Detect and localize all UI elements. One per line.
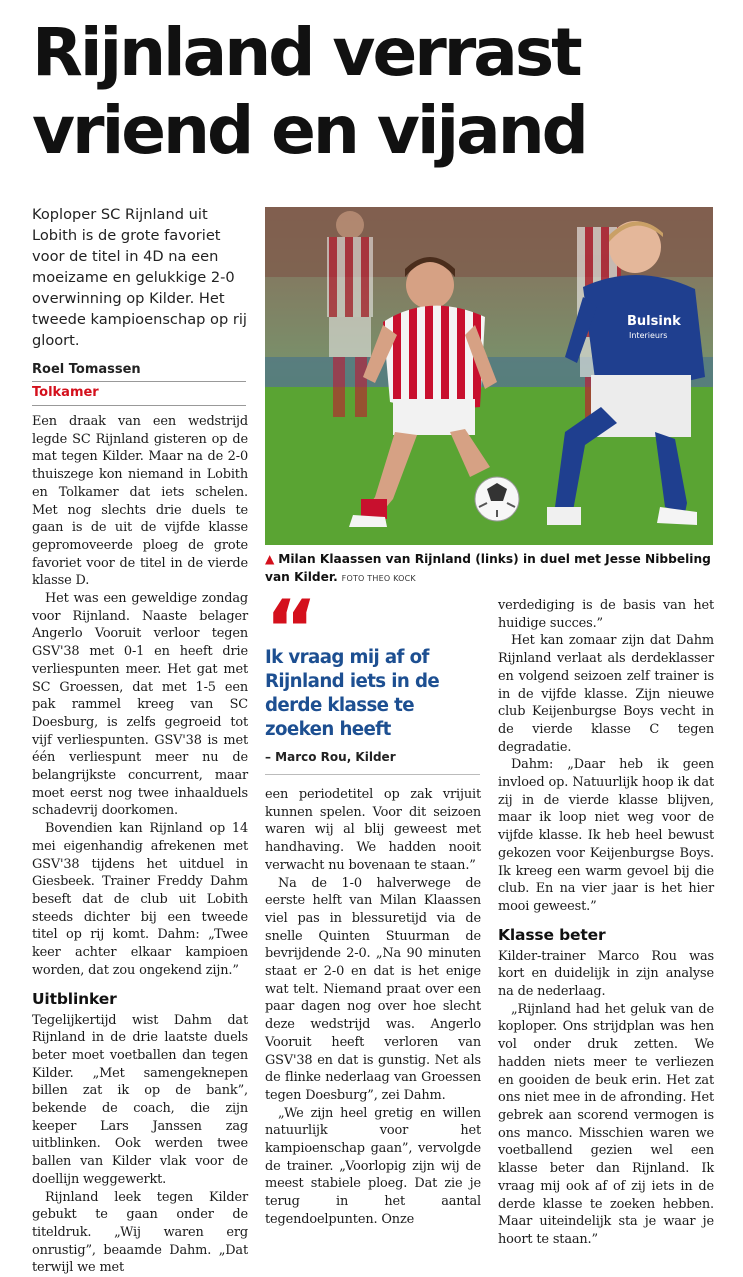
paragraph: „Rijnland had het geluk van de koploper. Ons strijdplan was hen vol onder druk zetten. We hadden niets meer te verliezen en gooiden de beuk erin. Het zat ons niet mee in de afronding. Het gebrek aan scorend vermogen is ons manco. Misschien waren we voetballend gezien wel een klasse beter dan Rijnland. Ik vraag mij ook af of zij iets in de derde klasse te zoeken hebben. Maar uiteindelijk sta je waar je hoort te staan.” — [498, 1001, 714, 1247]
byline-author: Roel Tomassen — [32, 361, 246, 382]
paragraph: Het kan zomaar zijn dat Dahm Rijnland verlaat als derdeklasser en volgend seizoen zelf trainer is in de vijfde klasse. Zijn nieuwe club Keijenburgse Boys vecht in de vierde klasse C tegen degradatie. — [498, 633, 714, 755]
pull-quote-text: Ik vraag mij af of Rijnland iets in de derde klasse te zoeken heeft — [265, 647, 440, 740]
caption-text: Milan Klaassen van Rijnland (links) in duel met Jesse Nibbeling van Kilder. — [265, 552, 711, 584]
pull-quote — [265, 583, 480, 775]
paragraph: Bovendien kan Rijnland op 14 mei eigenhandig afrekenen met GSV'38 tijdens het uitduel in Giesbeek. Trainer Freddy Dahm beseft dat de club uit Lobith steeds dichter bij een tweede titel op rij komt. Dahm: „Twee keer achter elkaar kampioen worden, dat zou ongekend zijn.” — [32, 821, 248, 978]
paragraph: Rijnland leek tegen Kilder gebukt te gaan onder de titeldruk. „Wij waren erg onrustig”, beaamde Dahm. „Dat terwijl we met — [32, 1189, 248, 1276]
article-column-2 — [265, 786, 481, 1229]
paragraph: Kilder-trainer Marco Rou was kort en duidelijk in zijn analyse na de nederlaag. — [498, 948, 714, 1000]
headline-line-1: Rijnland verrast — [32, 14, 580, 91]
paragraph: Tegelijkertijd wist Dahm dat Rijnland in de drie laatste duels beter moet voetballen dan tegen Kilder. „Met samengeknepen billen zat ik op de bank”, bekende de coach, die zijn keeper Lars Janssen zag uitblinken. Ook werden twee ballen van Kilder vlak voor de doellijn weggewerkt. — [32, 1012, 248, 1187]
paragraph: Een draak van een wedstrijd legde SC Rijnland gisteren op de mat tegen Kilder. Maar na de 2-0 thuiszege kon niemand in Lobith en Tolkamer dat iets schelen. Met nog slechts drie duels te gaan is de uit de vijfde klasse gepromoveerde ploeg de grote favoriet voor de titel in de vierde klasse D. — [32, 414, 248, 589]
quote-mark-icon: “ — [265, 583, 310, 676]
byline-place: Tolkamer — [32, 384, 246, 406]
subhead-klasse-beter: Klasse beter — [498, 925, 606, 944]
intro-lead: Koploper SC Rijnland uit Lobith is de grote favoriet voor de titel in 4D na een moeizame en gelukkige 2-0 overwinning op Kilder. Het tweede kampioenschap op rij gloort. — [32, 206, 247, 349]
match-photo — [265, 207, 713, 545]
paragraph: „We zijn heel gretig en willen natuurlijk voor het kampioenschap gaan”, vervolgde de trainer. „Voorlopig zijn wij de meest stabiele ploeg. Dat zie je terug in het aantal tegendoelpunten. Onze — [265, 1105, 481, 1227]
ball — [475, 477, 519, 521]
paragraph: Na de 1-0 halverwege de eerste helft van Milan Klaassen viel pas in blessuretijd via de snelle Quinten Stuurman de bevrijdende 2-0. „Na 90 minuten staat er 2-0 en dat is het enige wat telt. Niemand praat over een paar dagen nog over hoe slecht deze wedstrijd was. Angerlo Vooruit heeft verloren van GSV'38 en dat is gunstig. Net als de flinke nederlaag van Groessen tegen Doesburg”, zei Dahm. — [265, 875, 481, 1103]
paragraph: een periodetitel op zak vrijuit kunnen spelen. Voor dit seizoen waren wij al blij geweest met handhaving. We hadden nooit verwacht nu bovenaan te staan.” — [265, 787, 481, 873]
article-column-1 — [32, 413, 248, 1277]
match-photo-illustration — [265, 207, 713, 545]
paragraph: Het was een geweldige zondag voor Rijnland. Naaste belager Angerlo Vooruit verloor tegen GSV'38 met 0-1 en heeft drie verliespunten meer. Het gat met SC Groessen, dat met 1-5 een pak rammel kreeg van SC Doesburg, is zelfs gegroeid tot vijf verliespunten. GSV'38 is met één verliespunt meer nu de belangrijkste concurrent, maar moet eerst nog twee inhaalduels schadevrij doorkomen. — [32, 591, 248, 819]
paragraph: Dahm: „Daar heb ik geen invloed op. Natuurlijk hoop ik dat zij in de vierde klasse blijven, maar ik loop niet weg voor de vijfde klasse. Ik heb heel bewust gekozen voor Keijenburgse Boys. Ik kreeg een warm gevoel bij die club. En na vier jaar is het hier mooi geweest.” — [498, 757, 714, 914]
headline — [32, 14, 722, 170]
pull-quote-attribution: – Marco Rou, Kilder — [265, 750, 480, 775]
shirt-sponsor: Bulsink — [627, 314, 681, 329]
subhead-uitblinker: Uitblinker — [32, 989, 117, 1008]
shirt-sponsor-sub: Interieurs — [629, 331, 668, 340]
caption-marker: ▲ — [265, 552, 275, 566]
byline — [32, 361, 246, 406]
article-column-3 — [498, 597, 714, 1249]
paragraph: verdediging is de basis van het huidige succes.” — [498, 598, 714, 631]
headline-line-2: vriend en vijand — [32, 92, 586, 169]
photo-caption — [265, 550, 713, 588]
photo-credit: FOTO THEO KOCK — [341, 574, 416, 583]
